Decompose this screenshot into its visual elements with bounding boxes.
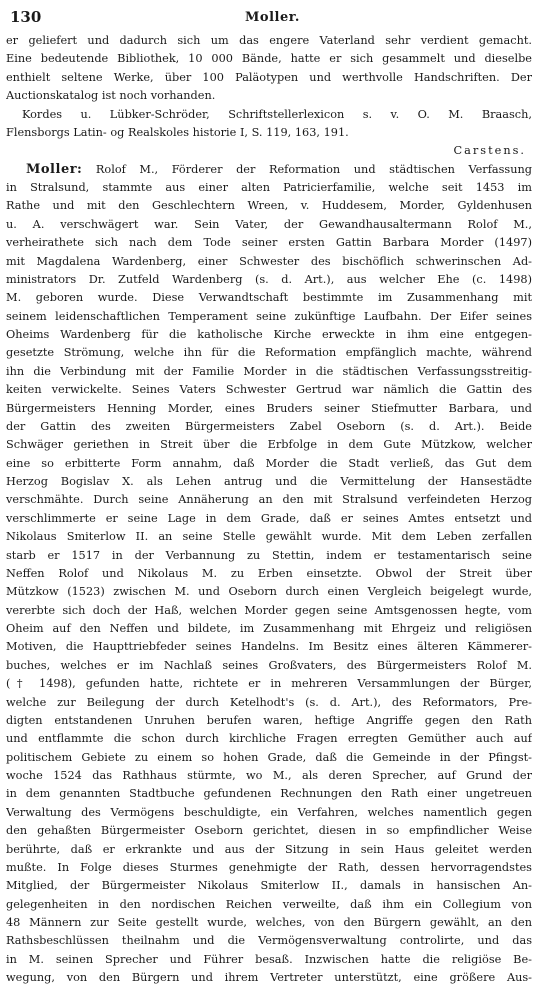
text-line: Rathe und mit den Geschlechtern Wreen, v. Huddesem, Morder, Gyldenhusen bbox=[6, 199, 532, 213]
text-line: seinem leidenschaftlichen Temperament seine zukünftige Laufbahn. Der Eifer seines bbox=[6, 309, 532, 323]
text-line: Bürgermeisters Henning Morder, eines Bruders seiner Stiefmutter Barbara, und bbox=[6, 401, 532, 415]
text-line: eine so erbitterte Form annahm, daß Morder die Stadt verließ, das Gut dem bbox=[6, 456, 532, 470]
text-line: Mützkow (1523) zwischen M. und Oseborn durch einen Vergleich beigelegt wurde, bbox=[6, 585, 532, 599]
text-line: starb er 1517 in der Verbannung zu Stettin, indem er testamentarisch seine bbox=[6, 548, 532, 562]
entry-text bbox=[6, 179, 532, 988]
text-line: gesetzte Strömung, welche ihn für die Reformation empfänglich machte, während bbox=[6, 346, 532, 360]
text-line: welche zur Beilegung der durch Ketelhodt's (s. d. Art.), des Reformators, Pre- bbox=[6, 695, 532, 709]
text-line: Eine bedeutende Bibliothek, 10 000 Bände, hatte er sich gesammelt und dieselbe bbox=[6, 52, 532, 66]
text-line: enthielt seltene Werke, über 100 Paläotypen und werthvolle Handschriften. Der bbox=[6, 70, 532, 84]
text-line: Rathsbeschlüssen theilnahm und die Vermögensverwaltung controlirte, und das bbox=[6, 934, 532, 948]
text-line: in M. seinen Sprecher und Führer besaß. Inzwischen hatte die religiöse Be- bbox=[6, 952, 532, 966]
text-line: u. A. verschwägert war. Sein Vater, der Gewandhausaltermann Rolof M., bbox=[6, 217, 532, 231]
text-line: digten entstandenen Unruhen berufen waren, heftige Angriffe gegen den Rath bbox=[6, 713, 532, 727]
text-line: Oheim auf den Neffen und bildete, im Zusammenhang mit Ehrgeiz und religiösen bbox=[6, 622, 532, 635]
text-line: verschmähte. Durch seine Annäherung an den mit Stralsund verfeindeten Herzog bbox=[6, 493, 532, 507]
text-line: M. geboren wurde. Diese Verwandtschaft bestimmte im Zusammenhang mit bbox=[6, 291, 532, 305]
text-line: der Gattin des zweiten Bürgermeisters Zabel Oseborn (s. d. Art.). Beide bbox=[6, 419, 532, 433]
bibliography-line: Kordes u. Lübker-Schröder, Schriftstellerlexicon s. v. O. M. Braasch, bbox=[22, 107, 532, 121]
text-line: und entflammte die schon durch kirchliche Fragen erregten Gemüther auch auf bbox=[6, 732, 532, 746]
text-line: 48 Männern zur Seite gestellt wurde, welches, von den Bürgern gewählt, an den bbox=[6, 916, 532, 929]
text-line: Schwäger geriethen in Streit über die Erbfolge in dem Gute Mützkow, welcher bbox=[6, 438, 532, 452]
page-number: 130 bbox=[10, 8, 42, 26]
text-line: wegung, von den Bürgern und ihrem Vertreter unterstützt, eine größere Aus- bbox=[6, 971, 532, 985]
text-line: gelegenheiten in den nordischen Reichen verweilte, daß ihm ein Collegium von bbox=[6, 897, 532, 911]
running-title: Moller. bbox=[245, 9, 300, 25]
entry-first-line bbox=[6, 161, 532, 179]
text-line: er geliefert und dadurch sich um das engere Vaterland sehr verdient gemacht. bbox=[6, 34, 532, 47]
text-line: Motiven, die Haupttriebfeder seines Handelns. Im Besitz eines älteren Kämmerer- bbox=[6, 640, 532, 654]
text-line: berührte, daß er erkrankte und aus der Sitzung in sein Haus geleitet werden bbox=[6, 842, 532, 856]
text-line: Oheims Wardenberg für die katholische Kirche erweckte in ihm eine entgegen- bbox=[6, 328, 532, 341]
text-line: Auctionskatalog ist noch vorhanden. bbox=[6, 89, 216, 103]
text-line: verschlimmerte er seine Lage in dem Grade, daß er seines Amtes entsetzt und bbox=[6, 511, 532, 525]
entry-first-line-text: Rolof M., Förderer der Reformation und städtischen Verfassung bbox=[95, 162, 532, 176]
text-line: den gehaßten Bürgermeister Oseborn gerichtet, diesen in so empfindlicher Weise bbox=[6, 824, 532, 838]
text-line: Neffen Rolof und Nikolaus M. zu Erben einsetzte. Obwol der Streit über bbox=[6, 566, 532, 580]
text-line: vererbte sich doch der Haß, welchen Morder gegen seine Amtsgenossen hegte, vom bbox=[6, 603, 532, 617]
page-body bbox=[6, 32, 532, 988]
text-line: mußte. In Folge dieses Sturmes genehmigte der Rath, dessen hervorragendstes bbox=[6, 860, 532, 874]
text-line: Mitglied, der Bürgermeister Nikolaus Smiterlow II., damals in hansischen An- bbox=[6, 879, 532, 893]
text-line: verheirathete sich nach dem Tode seiner ersten Gattin Barbara Morder (1497) bbox=[6, 236, 532, 250]
text-line: in Stralsund, stammte aus einer alten Patricierfamilie, welche seit 1453 im bbox=[6, 181, 532, 194]
text-line: Herzog Bogislav X. als Lehen antrug und die Vermittelung der Hansestädte bbox=[6, 475, 532, 488]
text-line: keiten verwickelte. Seines Vaters Schwester Gertrud war nämlich die Gattin des bbox=[6, 383, 532, 397]
text-line: woche 1524 das Rathhaus stürmte, wo M., als deren Sprecher, auf Grund der bbox=[6, 769, 532, 782]
text-line: († 1498), gefunden hatte, richtete er in mehreren Versammlungen der Bürger, bbox=[6, 677, 532, 691]
text-line: ministrators Dr. Zutfeld Wardenberg (s. d. Art.), aus welcher Ehe (c. 1498) bbox=[6, 272, 532, 286]
text-line: Verwaltung des Vermögens beschuldigte, ein Verfahren, welches namentlich gegen bbox=[6, 805, 532, 819]
text-line: buches, welches er im Nachlaß seines Großvaters, des Bürgermeisters Rolof M. bbox=[6, 658, 532, 672]
text-line: Nikolaus Smiterlow II. an seine Stelle gewählt wurde. Mit dem Leben zerfallen bbox=[6, 530, 532, 544]
text-line: ihn die Verbindung mit der Familie Morder in die städtischen Verfassungsstreitig- bbox=[6, 364, 532, 378]
bibliography-line: Flensborgs Latin- og Realskoles historie I, S. 119, 163, 191. bbox=[6, 125, 349, 139]
entry-lemma: Moller: bbox=[26, 161, 83, 177]
text-line: politischem Gebiete zu einem so hohen Grade, daß die Gemeinde in der Pfingst- bbox=[6, 750, 532, 764]
author-signature: Carstens. bbox=[453, 144, 526, 158]
page-header bbox=[10, 6, 535, 28]
text-line: in dem genannten Stadtbuche gefundenen Rechnungen den Rath einer ungetreuen bbox=[6, 787, 532, 801]
text-line: mit Magdalena Wardenberg, einer Schwester des bischöflich schwerinschen Ad- bbox=[6, 254, 532, 268]
